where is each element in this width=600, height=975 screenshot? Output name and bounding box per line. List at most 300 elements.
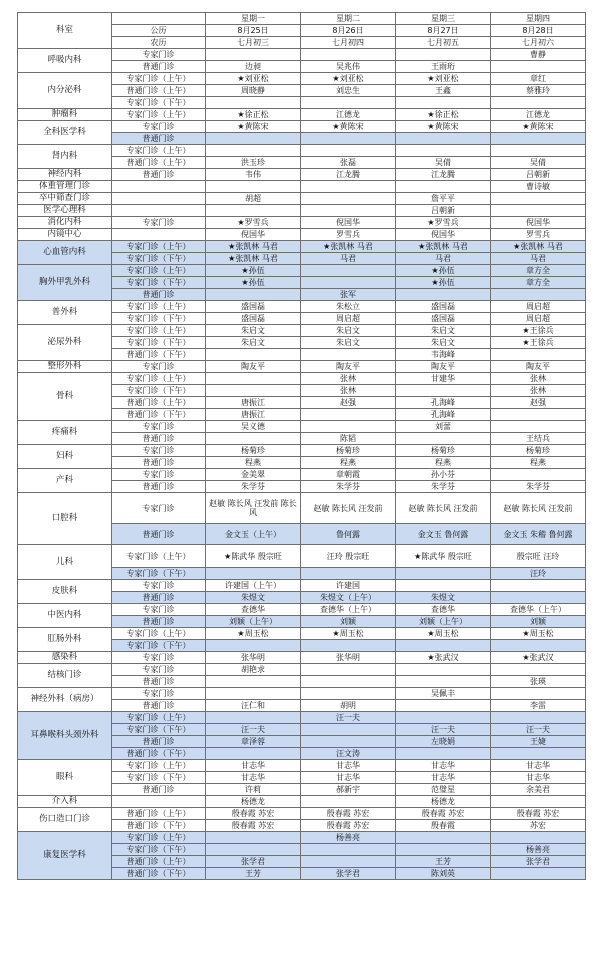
doctor-cell: 汪仁和 [206, 700, 301, 712]
doctor-cell: 马君 [301, 253, 396, 265]
department-name: 内镜中心 [18, 229, 112, 241]
doctor-cell: 王雨珩 [396, 61, 491, 73]
doctor-cell: 甘志华 [491, 760, 586, 772]
doctor-cell: 吴兆伟 [301, 61, 396, 73]
gongli-label: 公历 [112, 25, 206, 37]
doctor-cell [301, 856, 396, 868]
doctor-cell [491, 145, 586, 157]
clinic-type: 普通门诊（下午） [112, 820, 206, 832]
doctor-cell: 金文玉（上午） [206, 524, 301, 545]
doctor-cell [206, 568, 301, 580]
doctor-cell: 江德龙 [301, 109, 396, 121]
clinic-type: 专家门诊（下午） [112, 277, 206, 289]
clinic-type: 专家门诊（下午） [112, 313, 206, 325]
doctor-cell: 杨德龙 [396, 796, 491, 808]
doctor-cell: 张学君 [206, 856, 301, 868]
doctor-cell [301, 676, 396, 688]
doctor-cell [491, 469, 586, 481]
clinic-type: 普通门诊（上午） [112, 397, 206, 409]
department-name: 全科医学科 [18, 121, 112, 145]
doctor-cell: 章方全 [491, 277, 586, 289]
doctor-cell: 蔡雅玲 [491, 85, 586, 97]
schedule-row [18, 361, 586, 373]
doctor-cell: ★黄陈宋 [491, 121, 586, 133]
doctor-cell [206, 712, 301, 724]
doctor-cell: 吴佩丰 [396, 688, 491, 700]
doctor-cell [206, 349, 301, 361]
clinic-type: 专家门诊（上午） [112, 373, 206, 385]
doctor-cell: 吴倩 [491, 157, 586, 169]
schedule-row [18, 325, 586, 337]
doctor-cell: 倪国华 [396, 229, 491, 241]
doctor-cell: 郝新宇 [301, 784, 396, 796]
doctor-cell: 韦伟 [206, 169, 301, 181]
doctor-cell [491, 712, 586, 724]
clinic-type: 普通门诊（下午） [112, 349, 206, 361]
doctor-cell [491, 796, 586, 808]
doctor-cell: 唐振江 [206, 409, 301, 421]
schedule-row [18, 49, 586, 61]
doctor-cell [206, 748, 301, 760]
doctor-cell: 周启超 [491, 313, 586, 325]
doctor-cell: 胡超 [206, 193, 301, 205]
doctor-cell: ★张凯林 马君 [206, 253, 301, 265]
doctor-cell: ★刘亚松 [301, 73, 396, 85]
doctor-cell: 金文玉 朱稽 鲁何露 [491, 524, 586, 545]
doctor-cell: 殷春霞 苏宏 [206, 808, 301, 820]
doctor-cell [396, 748, 491, 760]
clinic-type: 专家门诊（下午） [112, 724, 206, 736]
department-name: 皮肤科 [18, 580, 112, 604]
doctor-cell: 左晓娟 [396, 736, 491, 748]
doctor-cell: 汪一夫 [206, 724, 301, 736]
clinic-type: 专家门诊（上午） [112, 145, 206, 157]
doctor-cell: 朱学芬 [396, 481, 491, 493]
doctor-cell: 汪文涛 [301, 748, 396, 760]
doctor-cell: 张华明 [301, 652, 396, 664]
doctor-cell [396, 145, 491, 157]
doctor-cell: ★陈武华 殷宗旺 [396, 545, 491, 568]
department-name: 卒中筛查门诊 [18, 193, 112, 205]
doctor-cell [396, 844, 491, 856]
doctor-cell [206, 688, 301, 700]
doctor-cell: ★刘亚松 [396, 73, 491, 85]
clinic-type: 专家门诊（下午） [112, 640, 206, 652]
clinic-type: 专家门诊（上午） [112, 545, 206, 568]
doctor-cell [491, 97, 586, 109]
schedule-row [18, 688, 586, 700]
doctor-cell: 李雷 [491, 700, 586, 712]
doctor-cell: 张林 [491, 373, 586, 385]
doctor-cell [206, 640, 301, 652]
doctor-cell [396, 676, 491, 688]
doctor-cell: 杨菊珍 [206, 445, 301, 457]
doctor-cell [491, 61, 586, 73]
doctor-cell: ★张凯林 马君 [206, 241, 301, 253]
doctor-cell: 甘志华 [206, 760, 301, 772]
doctor-cell: 殷春霞 苏宏 [301, 808, 396, 820]
doctor-cell [301, 688, 396, 700]
clinic-type: 专家门诊（下午） [112, 568, 206, 580]
doctor-cell [491, 868, 586, 880]
clinic-type: 专家门诊（上午） [112, 109, 206, 121]
doctor-cell [206, 433, 301, 445]
doctor-cell: 赵强 [491, 397, 586, 409]
doctor-cell: 曹静 [491, 49, 586, 61]
department-name: 结核门诊 [18, 664, 112, 688]
clinic-type: 专家门诊（下午） [112, 337, 206, 349]
clinic-type: 普通门诊 [112, 289, 206, 301]
doctor-cell: 甘志华 [206, 772, 301, 784]
doctor-cell: 汪一夫 [491, 724, 586, 736]
clinic-type: 专家门诊 [112, 469, 206, 481]
doctor-cell: 章方全 [491, 265, 586, 277]
doctor-cell: 盛国磊 [396, 301, 491, 313]
doctor-cell: 赵敏 陈长风 汪发前 [396, 493, 491, 524]
doctor-cell: 陈韬 [301, 433, 396, 445]
doctor-cell: ★孙伍 [396, 265, 491, 277]
doctor-cell [206, 49, 301, 61]
doctor-cell: 查德华（上午） [301, 604, 396, 616]
clinic-type: 普通门诊（上午） [112, 808, 206, 820]
doctor-cell: 刘忠生 [301, 85, 396, 97]
doctor-cell [301, 97, 396, 109]
clinic-type: 普通门诊（下午） [112, 748, 206, 760]
clinic-type: 普通门诊 [112, 736, 206, 748]
doctor-cell: 盛国磊 [206, 313, 301, 325]
doctor-cell: 王芳 [396, 856, 491, 868]
dept-header: 科室 [18, 13, 112, 49]
department-name: 泌尿外科 [18, 325, 112, 361]
doctor-cell [301, 724, 396, 736]
doctor-cell: ★徐正松 [396, 109, 491, 121]
clinic-type [112, 193, 206, 205]
doctor-cell [206, 181, 301, 193]
department-name: 肛肠外科 [18, 628, 112, 652]
department-name: 呼吸内科 [18, 49, 112, 73]
doctor-cell: 王结兵 [491, 433, 586, 445]
clinic-type: 专家门诊 [112, 652, 206, 664]
clinic-type: 专家门诊（下午） [112, 385, 206, 397]
doctor-cell: 金美翠 [206, 469, 301, 481]
department-name: 骨科 [18, 373, 112, 421]
department-name: 耳鼻喉科头颈外科 [18, 712, 112, 760]
doctor-cell [301, 640, 396, 652]
doctor-cell [396, 700, 491, 712]
doctor-cell: 马君 [491, 253, 586, 265]
department-name: 中医内科 [18, 604, 112, 628]
doctor-cell: 江德龙 [491, 109, 586, 121]
clinic-type: 普通门诊 [112, 133, 206, 145]
doctor-cell [206, 385, 301, 397]
doctor-cell: 甘志华 [491, 772, 586, 784]
schedule-row [18, 469, 586, 481]
doctor-cell: 朱学芬 [301, 481, 396, 493]
doctor-cell: 吴倩 [396, 157, 491, 169]
doctor-cell: 陈刘英 [396, 868, 491, 880]
doctor-cell [491, 592, 586, 604]
schedule-row [18, 373, 586, 385]
clinic-type: 普通门诊 [112, 457, 206, 469]
schedule-row [18, 604, 586, 616]
doctor-cell: 张瑛 [491, 676, 586, 688]
doctor-cell: 鲁何露 [301, 524, 396, 545]
clinic-type: 专家门诊 [112, 604, 206, 616]
clinic-type: 普通门诊 [112, 676, 206, 688]
department-name: 介入科 [18, 796, 112, 808]
schedule-row [18, 301, 586, 313]
department-name: 心血管内科 [18, 241, 112, 265]
doctor-cell: 章泽蓉 [206, 736, 301, 748]
doctor-cell: 章朝霞 [301, 469, 396, 481]
department-name: 内分泌科 [18, 73, 112, 109]
doctor-cell: 杨菊珍 [491, 445, 586, 457]
clinic-type: 普通门诊（下午） [112, 409, 206, 421]
clinic-type: 专家门诊 [112, 121, 206, 133]
doctor-cell: 刘蕾 [396, 421, 491, 433]
department-name: 胸外甲乳外科 [18, 265, 112, 301]
clinic-type: 专家门诊（下午） [112, 97, 206, 109]
doctor-cell: 吕朝新 [491, 169, 586, 181]
department-name: 肾内科 [18, 145, 112, 169]
doctor-cell [301, 205, 396, 217]
doctor-cell: 孔海峰 [396, 397, 491, 409]
doctor-cell: 张林 [301, 373, 396, 385]
clinic-type: 专家门诊 [112, 217, 206, 229]
day-header: 星期三 [396, 13, 491, 25]
doctor-cell: 孙小芬 [396, 469, 491, 481]
doctor-cell: 殷宗旺 汪玲 [491, 545, 586, 568]
doctor-cell: ★陈武华 殷宗旺 [206, 545, 301, 568]
day-header: 星期二 [301, 13, 396, 25]
day-header: 星期四 [491, 13, 586, 25]
doctor-cell [301, 49, 396, 61]
doctor-cell: 刘颖 [301, 616, 396, 628]
schedule-row [18, 832, 586, 844]
department-name: 妇科 [18, 445, 112, 469]
doctor-cell [491, 664, 586, 676]
schedule-row [18, 181, 586, 193]
doctor-cell: 殷春霞 苏宏 [206, 820, 301, 832]
doctor-cell: 周启超 [491, 301, 586, 313]
doctor-cell: 朱启文 [396, 325, 491, 337]
doctor-cell: 朱学芬 [491, 481, 586, 493]
doctor-cell: 倪国华 [206, 229, 301, 241]
clinic-type: 专家门诊（上午） [112, 301, 206, 313]
doctor-cell [206, 133, 301, 145]
doctor-cell [396, 640, 491, 652]
schedule-row [18, 205, 586, 217]
doctor-cell: 盛国磊 [396, 313, 491, 325]
doctor-cell: 殷春霞 苏宏 [396, 808, 491, 820]
schedule-table [17, 12, 586, 880]
clinic-type: 普通门诊（上午） [112, 856, 206, 868]
doctor-cell [491, 289, 586, 301]
department-name: 伤口造口门诊 [18, 808, 112, 832]
doctor-cell [301, 796, 396, 808]
doctor-cell [301, 844, 396, 856]
doctor-cell [301, 181, 396, 193]
doctor-cell: 汪一夫 [396, 724, 491, 736]
day-header: 星期一 [206, 13, 301, 25]
doctor-cell: 胡明 [301, 700, 396, 712]
doctor-cell [301, 145, 396, 157]
doctor-cell: 汪一夫 [301, 712, 396, 724]
doctor-cell: 张磊 [301, 157, 396, 169]
doctor-cell: 甘志华 [396, 772, 491, 784]
doctor-cell: 许建国 [301, 580, 396, 592]
doctor-cell [206, 832, 301, 844]
doctor-cell [301, 265, 396, 277]
department-name: 感染科 [18, 652, 112, 664]
department-name: 肿瘤科 [18, 109, 112, 121]
doctor-cell [301, 277, 396, 289]
doctor-cell [491, 748, 586, 760]
clinic-type: 专家门诊 [112, 580, 206, 592]
doctor-cell: 余美君 [491, 784, 586, 796]
clinic-type: 专家门诊 [112, 421, 206, 433]
doctor-cell [301, 409, 396, 421]
clinic-type: 专家门诊 [112, 49, 206, 61]
doctor-cell [491, 832, 586, 844]
lunar-cell: 七月初六 [491, 37, 586, 49]
doctor-cell: 朱松立 [301, 301, 396, 313]
doctor-cell: 甘建华 [396, 373, 491, 385]
header-blank [112, 13, 206, 25]
department-name: 儿科 [18, 545, 112, 580]
schedule-row [18, 421, 586, 433]
doctor-cell: 张林 [301, 385, 396, 397]
doctor-cell: 王芳 [206, 868, 301, 880]
doctor-cell: 曹诗敏 [491, 181, 586, 193]
department-name: 神经外科（病房） [18, 688, 112, 712]
doctor-cell: 吕朝新 [396, 205, 491, 217]
doctor-cell: 殷春霞 [396, 820, 491, 832]
schedule-row [18, 193, 586, 205]
clinic-type: 专家门诊（上午） [112, 760, 206, 772]
lunar-cell: 七月初五 [396, 37, 491, 49]
doctor-cell [491, 580, 586, 592]
schedule-row [18, 580, 586, 592]
clinic-type [112, 205, 206, 217]
clinic-type: 普通门诊 [112, 524, 206, 545]
doctor-cell: ★张凯林 马君 [396, 241, 491, 253]
doctor-cell: 朱学芬 [206, 481, 301, 493]
doctor-cell [396, 568, 491, 580]
doctor-cell: ★孙伍 [396, 277, 491, 289]
doctor-cell [206, 145, 301, 157]
schedule-row [18, 652, 586, 664]
doctor-cell: 甘志华 [301, 760, 396, 772]
doctor-cell: 王鑫 [396, 85, 491, 97]
schedule-row [18, 796, 586, 808]
doctor-cell: 张林 [491, 385, 586, 397]
date-cell: 8月26日 [301, 25, 396, 37]
doctor-cell [301, 133, 396, 145]
doctor-cell: 苏宏 [491, 820, 586, 832]
clinic-type: 专家门诊 [112, 361, 206, 373]
clinic-type: 专家门诊（上午） [112, 73, 206, 85]
schedule-row [18, 109, 586, 121]
doctor-cell [206, 373, 301, 385]
doctor-cell: 孔海峰 [396, 409, 491, 421]
doctor-cell: 朱启文 [396, 337, 491, 349]
clinic-type: 普通门诊 [112, 169, 206, 181]
doctor-cell [396, 664, 491, 676]
doctor-cell [396, 385, 491, 397]
doctor-cell [301, 421, 396, 433]
doctor-cell: 赵敏 陈长风 汪发前 [491, 493, 586, 524]
doctor-cell: 唐振江 [206, 397, 301, 409]
doctor-cell: ★罗雪兵 [206, 217, 301, 229]
clinic-type: 专家门诊 [112, 664, 206, 676]
clinic-type: 专家门诊（上午） [112, 241, 206, 253]
clinic-type [112, 796, 206, 808]
clinic-type: 专家门诊（上午） [112, 832, 206, 844]
date-cell: 8月28日 [491, 25, 586, 37]
clinic-type: 普通门诊（下午） [112, 868, 206, 880]
doctor-cell [396, 580, 491, 592]
doctor-cell: 周启超 [301, 313, 396, 325]
department-name: 神经内科 [18, 169, 112, 181]
doctor-cell: ★张武汉 [491, 652, 586, 664]
department-name: 体重管理门诊 [18, 181, 112, 193]
schedule-row [18, 229, 586, 241]
doctor-cell [491, 133, 586, 145]
doctor-cell: 张军 [301, 289, 396, 301]
doctor-cell: ★孙伍 [206, 277, 301, 289]
doctor-cell: 程燕 [301, 457, 396, 469]
doctor-cell: 范璧星 [396, 784, 491, 796]
nongli-label: 农历 [112, 37, 206, 49]
clinic-type: 专家门诊 [112, 445, 206, 457]
doctor-cell: 程燕 [396, 457, 491, 469]
clinic-type: 专家门诊（上午） [112, 325, 206, 337]
doctor-cell: ★孙伍 [206, 265, 301, 277]
doctor-cell [206, 676, 301, 688]
doctor-cell: 刘颖（上午） [396, 616, 491, 628]
schedule-row [18, 241, 586, 253]
doctor-cell [206, 97, 301, 109]
doctor-cell: 朱启文 [206, 337, 301, 349]
doctor-cell [491, 409, 586, 421]
schedule-row [18, 760, 586, 772]
lunar-cell: 七月初四 [301, 37, 396, 49]
doctor-cell: 章红 [491, 73, 586, 85]
doctor-cell [491, 421, 586, 433]
doctor-cell: ★黄陈宋 [206, 121, 301, 133]
clinic-type: 普通门诊（上午） [112, 85, 206, 97]
doctor-cell: 胡艳求 [206, 664, 301, 676]
doctor-cell: ★张凯林 马君 [301, 241, 396, 253]
doctor-cell: 刘颖（上午） [206, 616, 301, 628]
doctor-cell: ★黄陈宋 [301, 121, 396, 133]
clinic-type: 普通门诊 [112, 61, 206, 73]
schedule-sheet [17, 12, 585, 880]
doctor-cell [301, 736, 396, 748]
schedule-row [18, 73, 586, 85]
doctor-cell: 查德华（上午） [491, 604, 586, 616]
doctor-cell: 汪玲 殷宗旺 [301, 545, 396, 568]
doctor-cell: 刘颖 [491, 616, 586, 628]
doctor-cell [396, 133, 491, 145]
doctor-cell [396, 832, 491, 844]
doctor-cell: 洪玉珍 [206, 157, 301, 169]
doctor-cell: 汪玲 [491, 568, 586, 580]
doctor-cell: 张学君 [301, 868, 396, 880]
department-name: 眼科 [18, 760, 112, 796]
doctor-cell: ★罗雪兵 [396, 217, 491, 229]
